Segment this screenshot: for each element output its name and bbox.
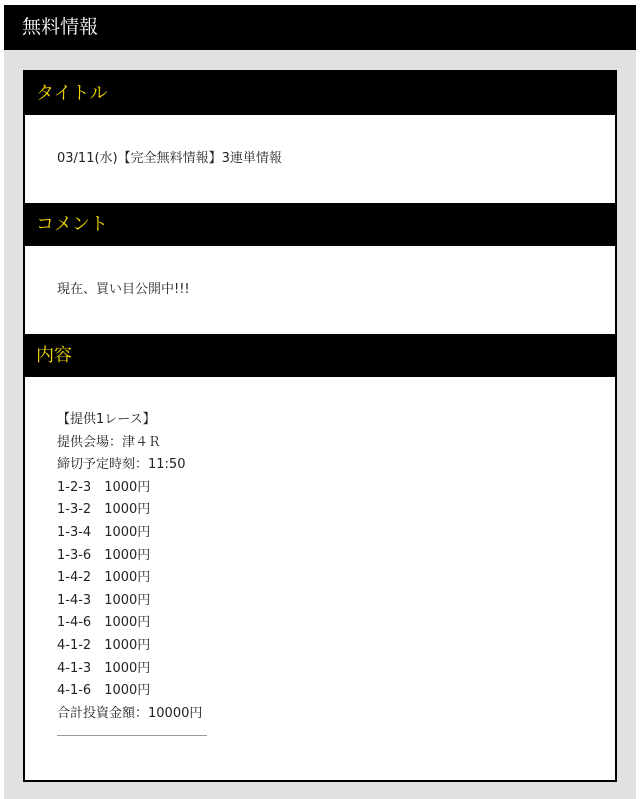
free-info-card xyxy=(23,70,617,782)
content-line-venue: 提供会場：津４Ｒ xyxy=(57,434,162,450)
bet-line: 4-1-3 1000円 xyxy=(57,660,151,676)
bet-line: 1-4-6 1000円 xyxy=(57,615,151,631)
content-body xyxy=(25,377,615,736)
title-text: 03/11(水)【完全無料情報】3連単情報 xyxy=(57,151,282,166)
total-investment: 合計投資金額：10000円 xyxy=(57,705,203,721)
content-line-deadline: 締切予定時刻：11:50 xyxy=(57,457,186,473)
bet-line: 1-3-2 1000円 xyxy=(57,502,151,518)
bet-line: 1-3-6 1000円 xyxy=(57,547,151,563)
bet-line: 4-1-6 1000円 xyxy=(57,683,151,699)
divider xyxy=(57,735,207,736)
bet-line: 1-4-2 1000円 xyxy=(57,570,151,586)
bet-line: 1-4-3 1000円 xyxy=(57,592,151,608)
page-background xyxy=(4,5,636,799)
comment-section-heading: コメント xyxy=(25,203,615,246)
comment-text: 現在、買い目公開中!!! xyxy=(57,282,190,297)
bet-line: 4-1-2 1000円 xyxy=(57,637,151,653)
content-line-header: 【提供1レース】 xyxy=(57,412,156,427)
page-title: 無料情報 xyxy=(4,5,636,50)
bet-line: 1-2-3 1000円 xyxy=(57,479,151,495)
title-section-heading: タイトル xyxy=(25,72,615,115)
content-section-heading: 内容 xyxy=(25,334,615,377)
bet-line: 1-3-4 1000円 xyxy=(57,524,151,540)
